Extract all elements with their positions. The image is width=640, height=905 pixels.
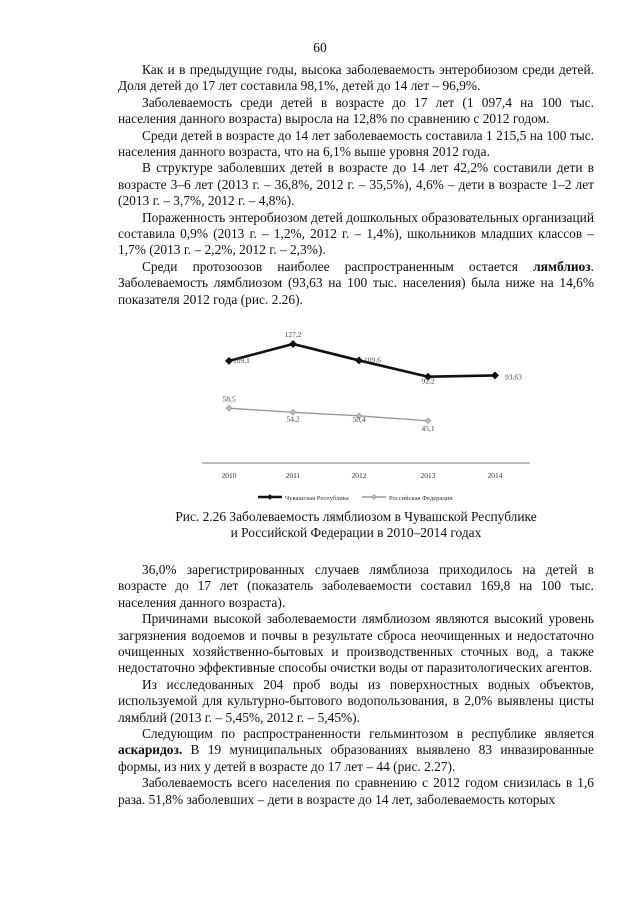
paragraph: Заболеваемость среди детей в возрасте до 17 лет (1 097,4 на 100 тыс. населения данного возраста) выросла на 12,8% по сравнению с 2012 годом. [118, 94, 594, 127]
x-tick-label: 2011 [285, 471, 301, 480]
x-tick-label: 2010 [221, 471, 237, 480]
x-tick-label: 2012 [351, 471, 367, 480]
text-span: . Заболеваемость лямблиозом (93,63 на 100 тыс. населения) была ниже на 14,6% показателя 2012 года (рис. 2.26). [118, 258, 594, 307]
data-label: 109,1 [233, 355, 250, 365]
series-line [229, 408, 428, 424]
text-block-top [118, 62, 594, 308]
line-chart [196, 320, 536, 505]
text-block-bottom [118, 562, 594, 808]
legend-label: Чувашская Республика [285, 495, 349, 502]
page-number: 60 [313, 40, 327, 55]
data-label: 50,4 [352, 414, 366, 424]
data-label: 92,2 [421, 376, 435, 386]
data-point [290, 341, 297, 348]
data-point [226, 358, 233, 365]
paragraph: Заболеваемость всего населения по сравнению с 2012 годом снизилась в 1,6 раза. 51,8% заболевших – дети в возрасте до 14 лет, заболеваемость которых [118, 775, 594, 807]
legend-label: Российская Федерация [389, 495, 453, 502]
data-label: 54,2 [286, 414, 300, 424]
legend-marker [372, 495, 377, 500]
paragraph-ascaridoz [118, 726, 594, 775]
data-point [356, 357, 363, 364]
data-label: 93,63 [505, 372, 522, 382]
caption-line: и Российской Федерации в 2010–2014 годах [230, 525, 482, 541]
figure-caption [118, 509, 594, 542]
x-tick-label: 2014 [487, 471, 503, 480]
paragraph: В структуре заболевших детей в возрасте до 14 лет 42,2% составили дети в возрасте 3–6 лет (2013 г. – 36,8%, 2012 г. – 35,5%), 4,6% – дети в возрасте 1–2 лет (2013 г. – 3,7%, 2012 г. – 4,8%). [118, 160, 594, 209]
data-point [425, 418, 431, 424]
text-span: Среди протозоозов наиболее распространенным остается [142, 258, 534, 274]
chart-lines [229, 344, 495, 424]
data-label: 45,1 [421, 423, 435, 433]
paragraph: Причинами высокой заболеваемости лямблиозом являются высокий уровень загрязнения водоемов и почвы в результате сброса неочищенных и недостаточно очищенных хозяйственно-бытовых и производственных сточных вод, а также недостаточно эффективные способы очистки воды от паразитологических агентов. [118, 611, 594, 676]
data-label: 109,6 [364, 355, 381, 365]
paragraph: Среди детей в возрасте до 14 лет заболеваемость составила 1 215,5 на 100 тыс. населения данного возраста, что на 6,1% выше уровня 2012 года. [118, 127, 594, 160]
data-label: 58,5 [222, 394, 236, 404]
data-point [226, 405, 232, 411]
paragraph: Из исследованных 204 проб воды из поверхностных водных объектов, используемой для культурно-бытового водопользования, в 2,0% выявлены цисты лямблий (2013 г. – 5,45%, 2012 г. – 5,45%). [118, 676, 594, 725]
caption-line: Рис. 2.26 Заболеваемость лямблиозом в Чувашской Республике [175, 509, 537, 524]
paragraph: Пораженность энтеробиозом детей дошкольных образовательных организаций составила 0,9% (2013 г. – 1,2%, 2012 г. – 1,4%), школьников младших классов – 1,7% (2013 г. – 2,2%, 2012 г. – 2,3%). [118, 209, 594, 258]
bold-term: лямблиоз [533, 258, 591, 274]
legend [258, 495, 452, 502]
data-label: 127,2 [284, 329, 302, 339]
paragraph: Как и в предыдущие годы, высока заболеваемость энтеробиозом среди детей. Доля детей до 17 лет составила 98,1%, детей до 14 лет – 96,9%. [118, 62, 594, 94]
paragraph: 36,0% зарегистрированных случаев лямблиоза приходилось на детей в возрасте до 17 лет (показатель заболеваемости составил 169,8 на 100 тыс. населения данного возраста). [118, 562, 594, 610]
legend-marker [268, 495, 273, 500]
x-tick-labels [222, 471, 503, 480]
x-tick-label: 2013 [420, 471, 436, 480]
text-span: Следующим по распространенности гельминтозом в республике является [142, 726, 594, 742]
paragraph-lamblioz [118, 259, 594, 308]
data-point [492, 372, 499, 379]
bold-term: аскаридоз. [118, 742, 183, 758]
text-span: В 19 муниципальных образованиях выявлено 83 инвазированные формы, из них у детей в возрасте до 17 лет – 44 (рис. 2.27). [118, 742, 594, 774]
